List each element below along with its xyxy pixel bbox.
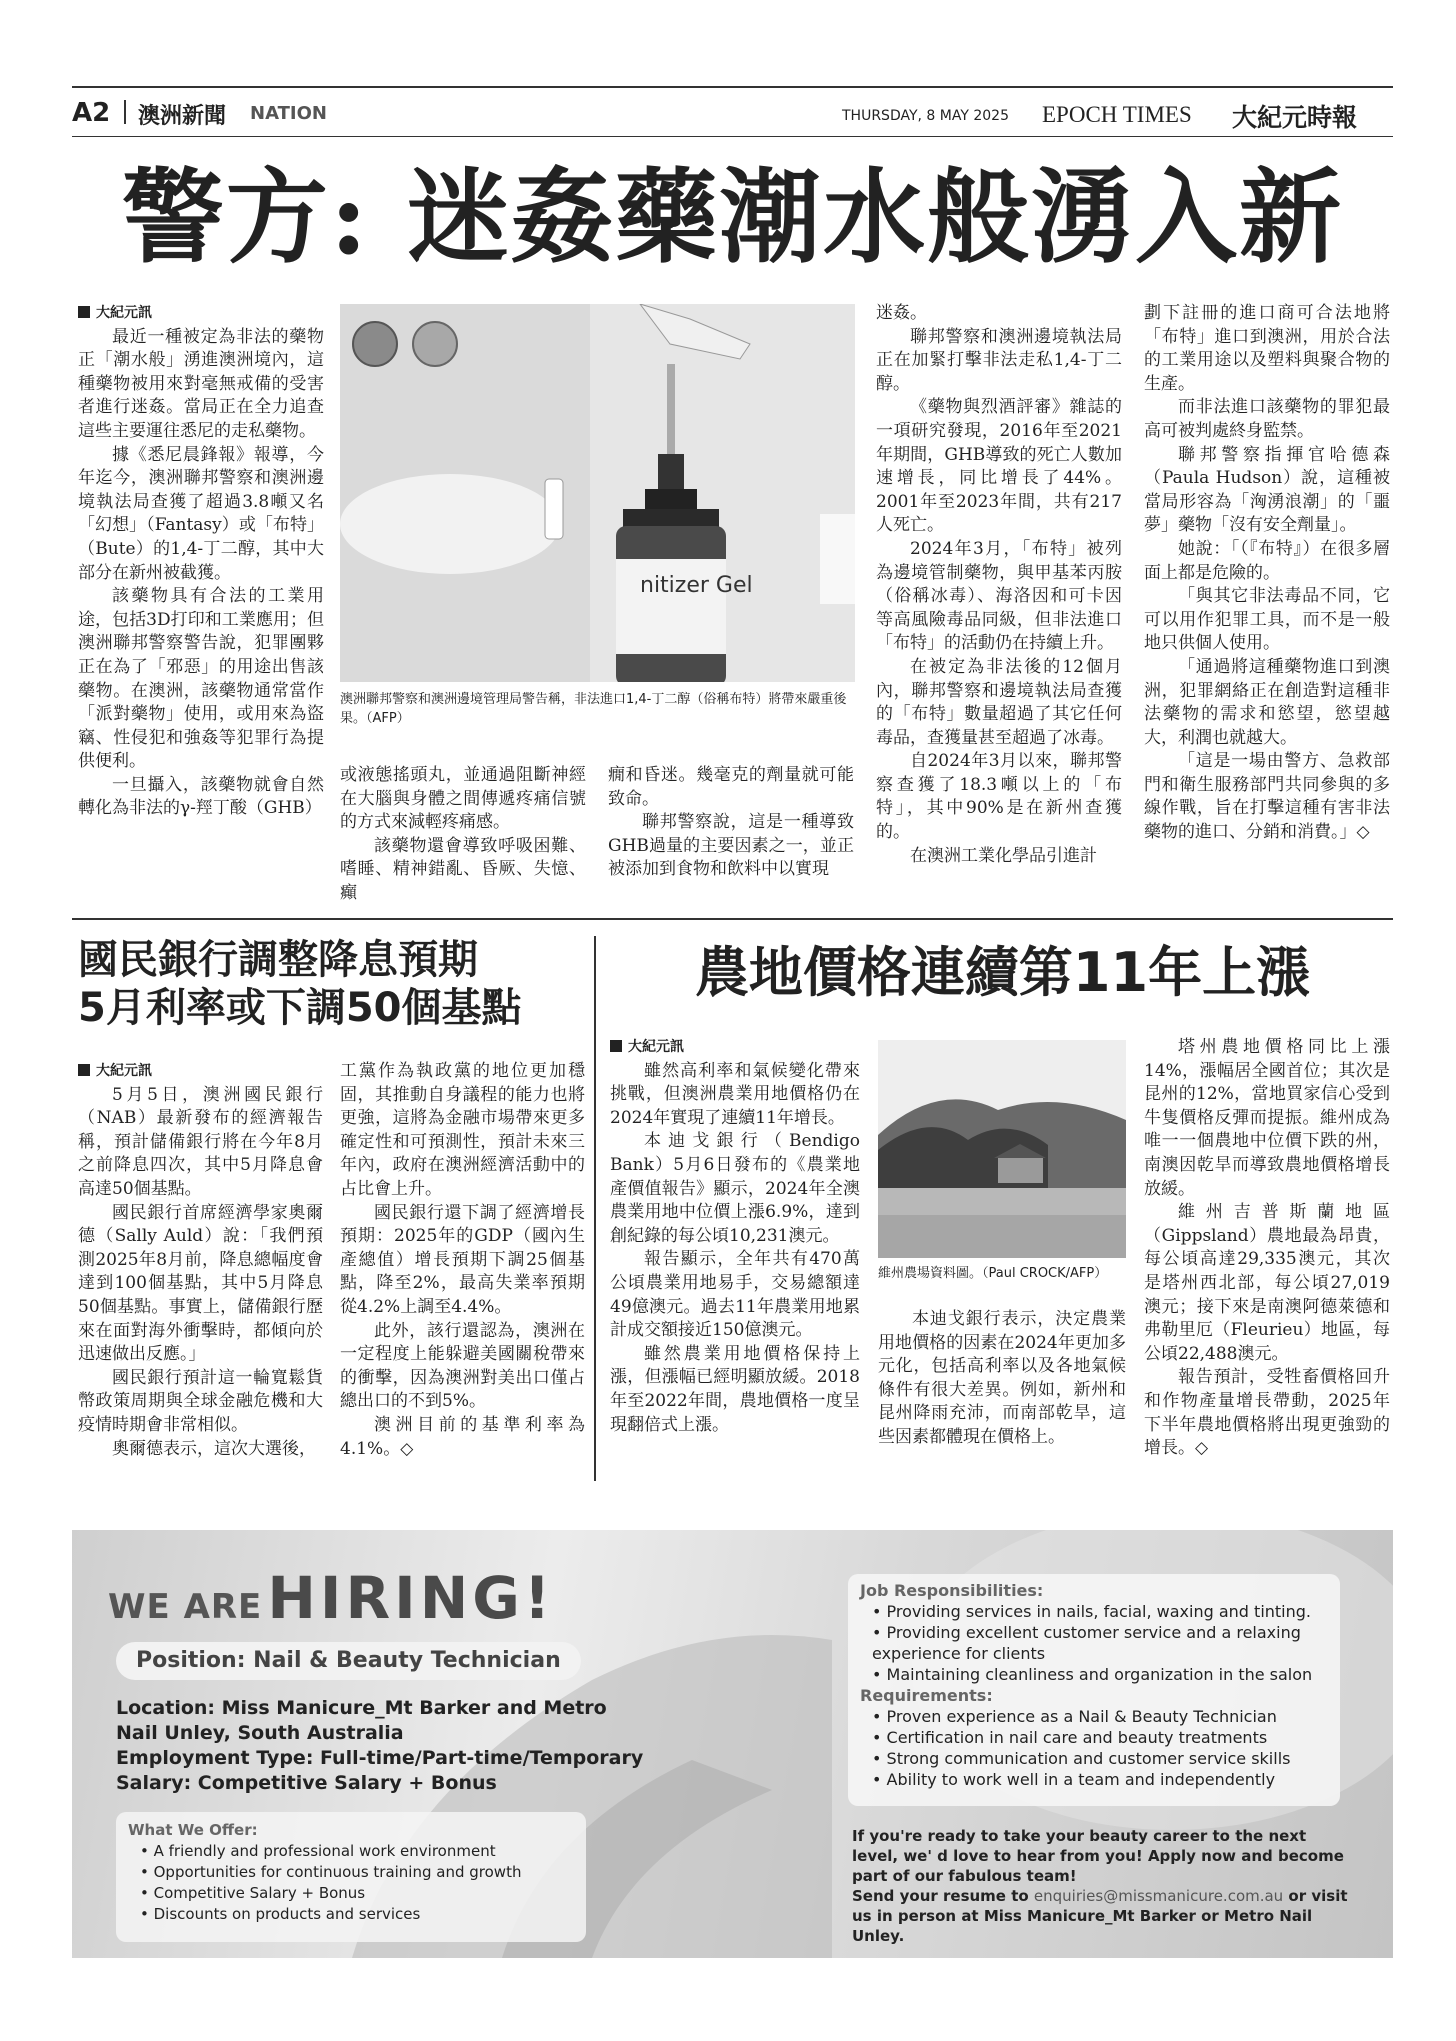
story1-col5-p2: 而非法進口該藥物的罪犯最高可被判處終身監禁。 [1144,397,1390,441]
story2-col1-p1: 5月5日，澳洲國民銀行（NAB）最新發布的經濟報告稱，預計儲備銀行將在今年8月之前降息四次，其中5月降息會高達50個基點。 [78,1084,323,1199]
story3-col3-p2: 維州吉普斯蘭地區（Gippsland）農地最為昂貴，每公頃高達29,335澳元，其次是塔州西北部，每公頃27,019澳元；接下來是南澳阿德萊德和弗勒里厄（Fleurieu）地區，每公頃22,488澳元。 [1144,1202,1390,1364]
requirement-item: • Strong communication and customer service skills [872,1748,1328,1769]
story3-byline: 大紀元訊 [628,1039,684,1055]
requirements-title: Requirements: [860,1686,993,1705]
story1-col5-p6: 「通過將這種藥物進口到澳洲，犯罪網絡正在創造對這種非法藥物的需求和慾望，慾望越大，利潤也就越大。 [1144,656,1390,748]
story1-col4-p5: 在被定為非法後的12個月內，聯邦警察和邊境執法局查獲的「布特」數量超過了其它任何毒品，查獲量甚至超過了冰毒。 [876,656,1122,748]
story1-col5-p4: 她說：「（『布特』）在很多層面上都是危險的。 [1144,538,1390,583]
hiring-text: HIRING! [267,1564,555,1632]
story2-headline-line1: 國民銀行調整降息預期 [78,937,478,983]
requirement-item: • Ability to work well in a team and independently [872,1769,1328,1790]
svg-text:nitizer Gel: nitizer Gel [640,573,753,598]
story1-col1-p2: 據《悉尼晨鋒報》報導，今年迄今，澳洲聯邦警察和澳洲邊境執法局查獲了超過3.8噸又名「幻想」（Fantasy）或「布特」（Bute）的1,4-丁二醇，其中大部分在新州被截獲。 [78,444,324,583]
requirement-item: • Proven experience as a Nail & Beauty Technician [872,1706,1328,1727]
employment-type: Employment Type: Full-time/Part-time/Temporary [116,1747,644,1769]
story2-col1-p2: 國民銀行首席經濟學家奧爾德（Sally Auld）說：「我們預測2025年8月前，降息總幅度會達到100個基點，其中5月降息50個基點。事實上，儲備銀行歷來在面對海外衝擊時，都傾向於迅速做出反應。」 [78,1202,323,1365]
location-line1: Location: Miss Manicure_Mt Barker and Metro [116,1697,607,1719]
send-resume-text: Send your resume to enquiries@missmanicure.com.au or visit us in person at Miss Manicure_Mt Barker or Metro Nail Unley. [852,1887,1348,1945]
story1-headline: 警方: 迷姦藥潮水般湧入新 [121,158,1344,278]
call-to-action [852,1826,1352,1946]
paper-name-cn: 大紀元時報 [1232,103,1358,132]
issue-date: THURSDAY, 8 MAY 2025 [842,108,1009,124]
story3-headline: 農地價格連續第11年上漲 [694,941,1311,1004]
story3-col1-p3: 報告顯示，全年共有470萬公頃農業用地易手，交易總額達49億澳元。過去11年農業用地累計成交額接近150億澳元。 [610,1249,860,1341]
hiring-ad [72,1530,1393,1958]
page-number: A2 [72,98,111,128]
story2-headline [78,936,598,1032]
farm-illustration [878,1040,1126,1258]
what-we-offer-box [116,1812,586,1942]
offer-item: • Opportunities for continuous training and growth [140,1862,574,1883]
responsibility-item: • Providing excellent customer service and a relaxing experience for clients [872,1622,1328,1664]
location-line2: Nail Unley, South Australia [116,1722,404,1744]
story1-col1-p1: 最近一種被定為非法的藥物正「潮水般」湧進澳洲境內，這種藥物被用來對毫無戒備的受害者進行迷姦。當局正在全力追查這些主要運往悉尼的走私藥物。 [78,326,324,441]
section-cn: 澳洲新聞 [138,104,227,129]
story3-photo-caption: 維州農場資料圖。（Paul CROCK/AFP） [878,1266,1108,1281]
responsibility-item: • Maintaining cleanliness and organization in the salon [872,1664,1328,1685]
we-are-text: WE ARE [108,1587,263,1627]
position-badge: Position: Nail & Beauty Technician [116,1642,581,1680]
story1-col4-p2: 聯邦警察和澳洲邊境執法局正在加緊打擊非法走私1,4-丁二醇。 [876,326,1122,394]
paper-name-en: EPOCH TIMES [1042,102,1192,127]
responsibilities-title: Job Responsibilities: [860,1581,1044,1600]
story2-col2 [340,1060,585,1461]
story1-col1-p3: 該藥物具有合法的工業用途，包括3D打印和工業應用；但澳洲聯邦警察警告說，犯罪團夥正在為了「邪惡」的用途出售該藥物。在澳洲，該藥物通常當作「派對藥物」使用，或用來為盜竊、性侵犯和強姦等犯罪行為提供便利。 [78,586,324,772]
section-en: NATION [250,103,327,124]
story1-byline: 大紀元訊 [96,305,152,321]
story2-col2-p1: 工黨作為執政黨的地位更加穩固，其推動自身議程的能力也將更強，這將為金融市場帶來更多確定性和可預測性，預計未來三年內，政府在澳洲經濟活動中的占比會上升。 [340,1061,585,1199]
header-divider [124,100,126,124]
hiring-title [108,1564,554,1632]
header-top-rule [72,86,1393,88]
requirements-list [860,1706,1328,1790]
story1-col2-p2: 該藥物還會導致呼吸困難、嗜睡、精神錯亂、昏厥、失憶、癲 [340,835,586,903]
story1-col4-p1: 迷姦。 [876,303,927,323]
story3-col3 [1144,1036,1390,1461]
story2-col2-p4: 澳洲目前的基準利率為4.1%。◇ [340,1414,585,1459]
story1-col5-p7: 「這是一場由警方、急救部門和衛生服務部門共同參與的多線作戰，旨在打擊這種有害非法藥物的進口、分銷和消費。」◇ [1144,751,1390,843]
story1-col4-p4: 2024年3月，「布特」被列為邊境管制藥物，與甲基苯丙胺（俗稱冰毒）、海洛因和可卡因等高風險毒品同級，但非法進口「布特」的活動仍在持續上升。 [876,538,1122,654]
column-divider [594,936,596,1481]
email-link[interactable]: enquiries@missmanicure.com.au [1033,1887,1284,1905]
requirement-item: • Certification in nail care and beauty treatments [872,1727,1328,1748]
responsibilities-list [860,1601,1328,1685]
story1-col4-p7: 在澳洲工業化學品引進計 [910,845,1097,866]
story1-col3-p1: 癇和昏迷。幾毫克的劑量就可能致命。 [608,765,854,809]
byline-square-icon [78,1064,90,1076]
offer-item: • A friendly and professional work environment [140,1841,574,1862]
header-bottom-rule [72,136,1393,137]
job-details [116,1696,643,1796]
story1-col5 [1144,302,1390,845]
story3-col1-p4: 雖然農業用地價格保持上漲，但漲幅已經明顯放緩。2018年至2022年間，農地價格一度呈現翻倍式上漲。 [610,1343,860,1435]
byline-square-icon [78,306,90,318]
story1-photo-caption: 澳洲聯邦警察和澳洲邊境管理局警告稱，非法進口1,4-丁二醇（俗稱布特）將帶來嚴重後果。（AFP） [340,692,847,726]
offer-list [128,1841,574,1925]
offer-item: • Competitive Salary + Bonus [140,1883,574,1904]
story3-col1-p2: 本迪戈銀行（Bendigo Bank）5月6日發布的《農業地產價值報告》顯示，2024年全澳農業用地中位價上漲6.9%，達到創紀錄的每公頃10,231澳元。 [610,1131,860,1246]
story3-col3-p1: 塔州農地價格同比上漲14%，漲幅居全國首位；其次是昆州的12%，當地買家信心受到牛隻價格反彈而提振。維州成為唯一一個農地中位價下跌的州，南澳因乾旱而導致農地價格增長放緩。 [1144,1037,1390,1199]
story3-col2 [878,1308,1126,1450]
story1-col5-p3: 聯邦警察指揮官哈德森（Paula Hudson）說，這種被當局形容為「洶湧浪潮」的「噩夢」藥物「沒有安全劑量」。 [1144,444,1390,536]
story-divider-rule [72,918,1393,920]
story3-photo [878,1040,1126,1258]
story1-col5-p1: 劃下註冊的進口商可合法地將「布特」進口到澳洲，用於合法的工業用途以及塑料與聚合物的生產。 [1144,303,1390,394]
byline-square-icon [610,1040,622,1052]
offer-item: • Discounts on products and services [140,1904,574,1925]
responsibilities-box [848,1574,1340,1806]
story1-photo [340,304,855,682]
offer-title: What We Offer: [128,1821,258,1839]
responsibility-item: • Providing services in nails, facial, waxing and tinting. [872,1601,1328,1622]
story1-col4 [876,302,1122,868]
story2-col2-p3: 此外，該行還認為，澳洲在一定程度上能躲避美國關稅帶來的衝擊，因為澳洲對美出口僅占總出口的不到5%。 [340,1320,585,1412]
story1-col1-p4: 一旦攝入，該藥物就會自然轉化為非法的γ-羥丁酸（GHB） [78,774,324,819]
salary: Salary: Competitive Salary + Bonus [116,1772,497,1794]
cta-text: If you're ready to take your beauty career to the next level, we' d love to hear from you! Apply now and become part of our fabulous team! [852,1827,1344,1885]
story1-col5-p5: 「與其它非法毒品不同，它可以用作犯罪工具，而不是一般地只供個人使用。 [1144,586,1390,654]
page-header [72,98,1393,130]
story1-col1 [78,302,324,821]
story3-col2-p1: 本迪戈銀行表示，決定農業用地價格的因素在2024年更加多元化，包括高利率以及各地氣候條件有很大差異。例如，新州和昆州降雨充沛，而南部乾旱，這些因素都體現在價格上。 [878,1309,1126,1447]
story2-col2-p2: 國民銀行還下調了經濟增長預期：2025年的GDP（國內生產總值）增長預期下調25個基點，降至2%，最高失業率預期從4.2%上調至4.4%。 [340,1202,585,1317]
story1-col4-p6: 自2024年3月以來，聯邦警察查獲了18.3噸以上的「布特」，其中90%是在新州查獲的。 [876,751,1122,843]
story1-col2 [340,764,586,906]
story3-col3-p3: 報告預計，受牲畜價格回升和作物產量增長帶動，2025年下半年農地價格將出現更強勁的增長。◇ [1144,1367,1390,1459]
story3-col1-p1: 雖然高利率和氣候變化帶來挑戰，但澳洲農業用地價格仍在2024年實現了連續11年增長。 [610,1060,860,1128]
story1-col3 [608,764,854,882]
story2-byline: 大紀元訊 [96,1063,152,1079]
story3-col1 [610,1036,860,1437]
story2-headline-line2: 5月利率或下調50個基點 [78,985,522,1031]
story1-col4-p3: 《藥物與烈酒評審》雜誌的一項研究發現，2016年至2021年期間，GHB導致的死亡人數加速增長，同比增長了44%。2001年至2023年間，共有217人死亡。 [876,397,1122,536]
story2-col1-p3: 國民銀行預計這一輪寬鬆貨幣政策周期與全球金融危機和大疫情時期會非常相似。 [78,1367,323,1435]
story2-col1-p4: 奧爾德表示，這次大選後， [112,1438,316,1459]
story1-col3-p2: 聯邦警察說，這是一種導致GHB過量的主要因素之一，並正被添加到食物和飲料中以實現 [608,812,854,880]
story1-col2-p1: 或液態搖頭丸，並通過阻斷神經在大腦與身體之間傳遞疼痛信號的方式來減輕疼痛感。 [340,765,586,833]
bottle-illustration [340,304,855,682]
story2-col1 [78,1060,323,1461]
